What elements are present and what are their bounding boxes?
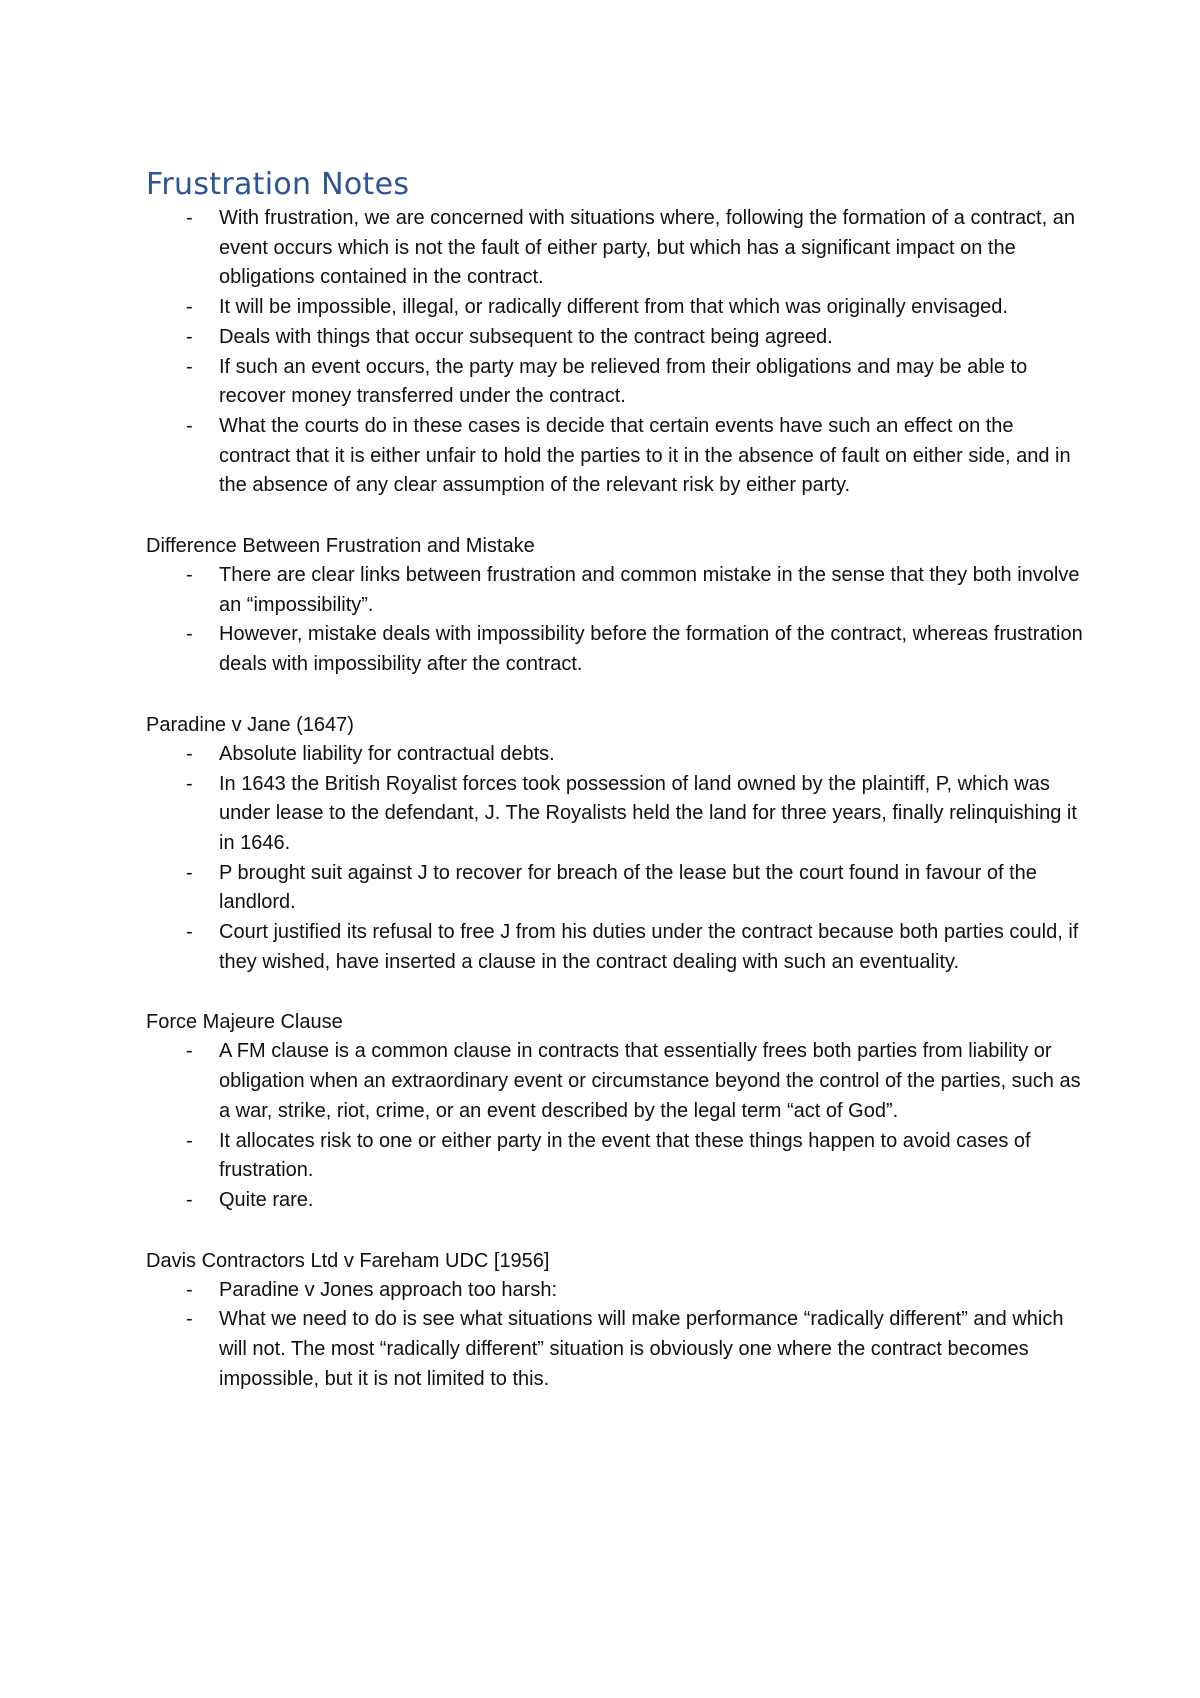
bullet-text: If such an event occurs, the party may be relieved from their obligations and may be able to recover money transferred under the contract.	[219, 355, 1028, 408]
bullet-item	[146, 204, 1089, 293]
bullet-item	[146, 1127, 1089, 1186]
bullet-item	[146, 1037, 1089, 1126]
bullet-dash: -	[186, 623, 193, 646]
bullet-dash: -	[186, 207, 193, 229]
document-page	[146, 167, 1083, 1395]
section-bullet-list	[146, 1037, 1081, 1215]
section-paradine-v-jane	[146, 710, 1079, 978]
bullet-dash: -	[186, 1308, 193, 1331]
bullet-dash: -	[186, 772, 193, 795]
bullet-text: What we need to do is see what situations will make performance “radically different” and which will not. The most “radically different” situation is obviously one where the contract becomes impossible, but it is not limited to this.	[219, 1308, 1064, 1390]
bullet-dash: -	[186, 861, 193, 884]
bullet-text: Quite rare.	[219, 1188, 314, 1211]
bullet-item	[146, 740, 1089, 770]
bullet-item	[146, 412, 1089, 501]
bullet-item	[146, 1305, 1089, 1394]
bullet-text: In 1643 the British Royalist forces took possession of land owned by the plaintiff, P, which was under lease to the defendant, J. The Royalists held the land for three years, finally relinquishing it in 1646.	[219, 772, 1077, 854]
bullet-dash: -	[186, 325, 193, 348]
bullet-text: What the courts do in these cases is decide that certain events have such an effect on the contract that it is either unfair to hold the parties to it in the absence of fault on either side, and in the absence of any clear assumption of the relevant risk by either party.	[219, 414, 1071, 497]
section-bullet-list	[146, 561, 1083, 680]
bullet-item	[146, 1186, 1089, 1216]
bullet-text: Deals with things that occur subsequent to the contract being agreed.	[219, 325, 833, 348]
bullet-item	[146, 918, 1089, 977]
bullet-dash: -	[186, 355, 193, 378]
bullet-text: However, mistake deals with impossibility before the formation of the contract, whereas frustration deals with impossibility after the contract.	[219, 623, 1083, 676]
bullet-text: A FM clause is a common clause in contracts that essentially frees both parties from liability or obligation when an extraordinary event or circumstance beyond the control of the parties, such as a war, strike, riot, crime, or an event described by the legal term “act of God”.	[219, 1040, 1081, 1122]
section-heading: Difference Between Frustration and Mistake	[146, 535, 535, 558]
bullet-text: It will be impossible, illegal, or radically different from that which was originally envisaged.	[219, 296, 1008, 319]
section-davis-contractors	[146, 1246, 1076, 1395]
bullet-item	[146, 353, 1089, 412]
section-bullet-list	[146, 740, 1079, 978]
document-title: Frustration Notes	[146, 167, 410, 202]
intro-bullet-list	[146, 204, 1076, 501]
bullet-item	[146, 770, 1089, 859]
bullet-dash: -	[186, 921, 193, 944]
section-frustration-vs-mistake	[146, 531, 1083, 680]
bullet-text: Absolute liability for contractual debts.	[219, 742, 555, 765]
section-heading: Davis Contractors Ltd v Fareham UDC [1956]	[146, 1249, 550, 1272]
bullet-dash: -	[186, 414, 193, 437]
bullet-dash: -	[186, 296, 193, 319]
bullet-item	[146, 561, 1089, 620]
bullet-item	[146, 1276, 1089, 1306]
bullet-item	[146, 323, 1089, 353]
bullet-dash: -	[186, 1278, 193, 1301]
bullet-text: P brought suit against J to recover for breach of the lease but the court found in favour of the landlord.	[219, 861, 1037, 914]
bullet-text: Paradine v Jones approach too harsh:	[219, 1278, 557, 1301]
intro-section	[146, 204, 1076, 501]
bullet-text: It allocates risk to one or either party in the event that these things happen to avoid cases of frustration.	[219, 1129, 1031, 1182]
bullet-item	[146, 859, 1089, 918]
bullet-item	[146, 293, 1089, 323]
bullet-dash: -	[186, 1129, 193, 1152]
bullet-dash: -	[186, 564, 193, 587]
bullet-dash: -	[186, 1040, 193, 1063]
bullet-dash: -	[186, 742, 193, 765]
section-heading: Paradine v Jane (1647)	[146, 713, 354, 736]
section-heading: Force Majeure Clause	[146, 1011, 343, 1034]
bullet-text: With frustration, we are concerned with situations where, following the formation of a contract, an event occurs which is not the fault of either party, but which has a significant impact on the obligations contained in the contract.	[219, 207, 1075, 289]
bullet-dash: -	[186, 1188, 193, 1211]
bullet-text: There are clear links between frustration and common mistake in the sense that they both involve an “impossibility”.	[219, 564, 1080, 616]
section-bullet-list	[146, 1276, 1076, 1395]
bullet-item	[146, 620, 1089, 679]
bullet-text: Court justified its refusal to free J from his duties under the contract because both parties could, if they wished, have inserted a clause in the contract dealing with such an eventuality.	[219, 921, 1079, 973]
section-force-majeure	[146, 1007, 1081, 1215]
